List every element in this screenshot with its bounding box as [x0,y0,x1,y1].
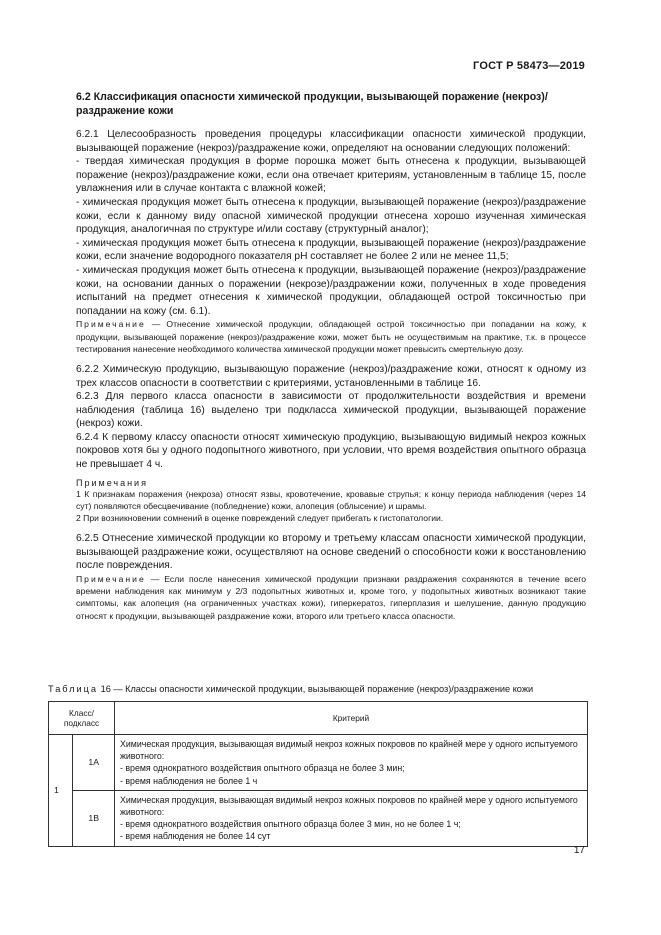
note-text: — Если после нанесения химической продукции признаки раздражения сохраняются в течение всего времени наблюдения как минимум у 2/3 подопытных животных и, кроме того, у подопытных животных возникают такие симптомы, как алопеция (на ограниченных участках кожи), гиперкератоз, гиперплазия и шелушение, данную продукцию относят к продукции, вызывающей раздражение кожи, второго или третьего класса опасности. [76,574,586,621]
note-3 [76,573,586,622]
section-title: 6.2 Классификация опасности химической продукции, вызывающей поражение (некроз)/раздражение кожи [76,91,548,117]
page-number: 17 [573,845,585,856]
column-header-class: Класс/ подкласс [49,702,115,735]
criterion-item: - время однократного воздействия опытного образца более 3 мин, но не более 1 ч; [120,819,461,830]
criterion-intro: Химическая продукция, вызывающая видимый некроз кожных покровов по крайней мере у одного испытуемого животного: [120,739,578,762]
criterion-item: - время наблюдения не более 1 ч [120,775,258,786]
table-caption-text: 16 — Классы опасности химической продукции, вызывающей поражение (некроз)/раздражение кожи [98,684,534,694]
table-row [49,735,588,791]
criterion-item: - время наблюдения не более 14 сут [120,831,271,842]
column-header-criterion: Критерий [115,702,588,735]
criterion-cell [115,735,588,791]
paragraph-6-2-5: 6.2.5 Отнесение химической продукции ко второму и третьему классам опасности химической продукции, вызывающей раздражение кожи, осуществляют на основе сведений о способности кожи к восстановлению после повреждения. [76,533,586,572]
criterion-intro: Химическая продукция, вызывающая видимый некроз кожных покровов по крайней мере у одного испытуемого животного: [120,794,578,818]
notes-title: Примечания [76,477,148,488]
table-row [49,790,588,846]
note-item: 1 К признакам поражения (некроза) относят язвы, кровотечение, кровавые струпья; к концу периода наблюдения (через 14 сут) появляются обесцвечивание (побледнение) кожи, алопеция (облысение) и шрамы. [76,488,586,511]
paragraph-6-2-4: 6.2.4 К первому классу опасности относят химическую продукцию, вызывающую видимый некроз кожных покровов хотя бы у одного подопытного животного, при условии, что время воздействия опытного образца не превышает 4 ч. [76,431,586,471]
bullet-item: - химическая продукция может быть отнесена к продукции, вызывающей поражение (некроз)/раздражение кожи, на основании данных о поражении (некрозе)/раздражении кожи, полученных в ходе проведения испытаний на предмет отнесения к химической продукции, обладающей острой токсичностью при попадании на кожу (см. 6.1). [76,264,586,317]
table-caption-label: Таблица [48,684,99,694]
note-text: — Отнесение химической продукции, обладающей острой токсичностью при попадании на кожу, к продукции, вызывающей поражение (некроз)/раздражение кожи, может быть не осуществимым на практике, т.к. в процессе тестирования нанесение необходимого количества химической продукции может превысить смертельную дозу. [76,319,586,354]
note-label: Примечание [76,574,146,585]
standard-number: ГОСТ Р 58473—2019 [473,60,585,72]
criterion-cell [115,790,588,846]
subclass-cell: 1В [73,790,115,846]
section-content [76,90,586,622]
paragraph-6-2-3: 6.2.3 Для первого класса опасности в зависимости от продолжительности воздействия и времени наблюдения (таблица 16) выделено три подкласса химической продукции, вызывающей поражение (некроз) кожи. [76,391,586,430]
subclass-cell: 1А [73,735,115,791]
note-1 [76,318,586,355]
paragraph-6-2-1: 6.2.1 Целесообразность проведения процедуры классификации опасности химической продукции, вызывающей поражение (некроз)/раздражение кожи, определяют на основании следующих положений: [76,129,586,154]
bullet-item: - химическая продукция может быть отнесена к продукции, вызывающей поражение (некроз)/раздражение кожи, если значение водородного показателя pH составляет не более 2 или не менее 11,5; [76,237,586,263]
note-label: Примечание [76,319,146,330]
bullet-item: - химическая продукция может быть отнесена к продукции, вызывающей поражение (некроз)/раздражение кожи, если к данному виду опасной химической продукции отнесена хорошо изученная химическая продукция, аналогичная по структуре и/или составу (структурный аналог); [76,196,586,236]
class-cell: 1 [49,735,73,847]
hazard-class-table [48,701,588,847]
bullet-item: - твердая химическая продукция в форме порошка может быть отнесена к продукции, вызывающей поражение (некроз)/раздражение кожи, если она отвечает критериям, установленным в таблице 15, после увлажнения или в случае контакта с влажной кожей; [76,156,586,195]
table-caption [48,684,533,694]
note-item: 2 При возникновении сомнений в оценке повреждений следует прибегать к гистопатологии. [76,513,444,524]
paragraph-6-2-2: 6.2.2 Химическую продукцию, вызывающую поражение (некроз)/раздражение кожи, относят к одному из трех классов опасности в соответствии с критериями, установленными в таблице 16. [76,363,586,389]
table-header-row [49,702,588,735]
criterion-item: - время однократного воздействия опытного образца не более 3 мин; [120,763,405,774]
